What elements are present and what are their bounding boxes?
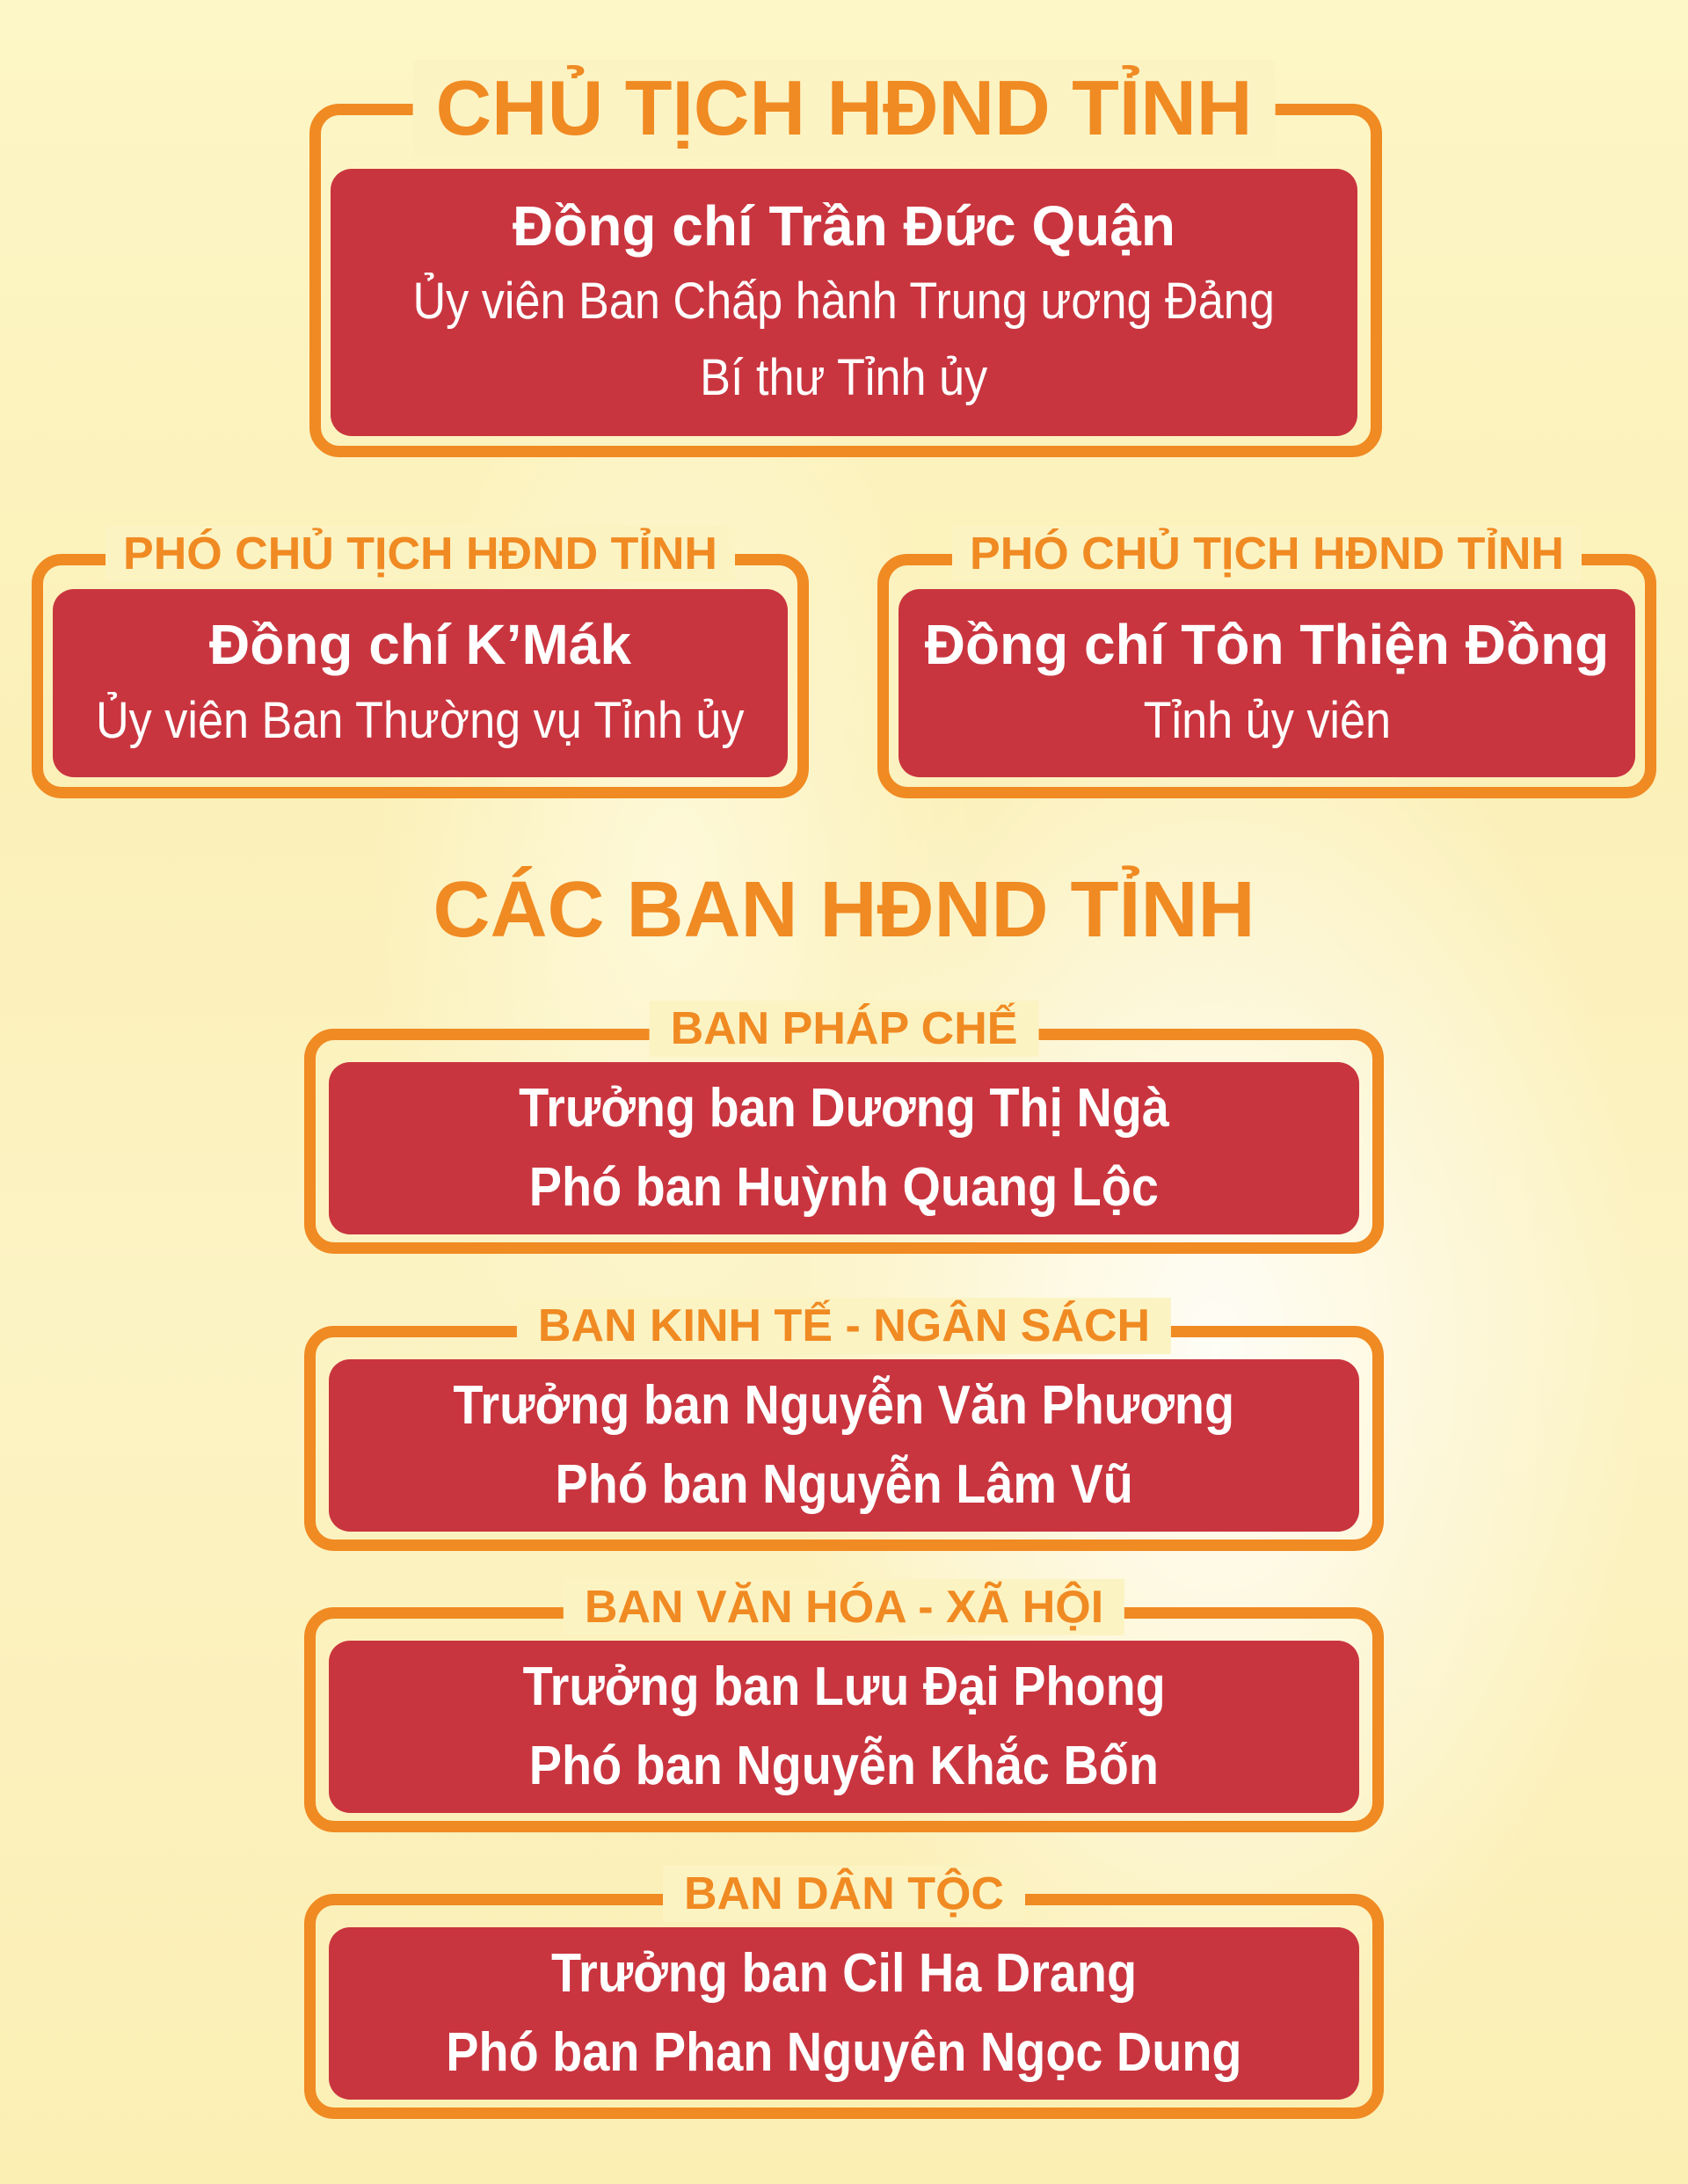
committee-ethnic-box	[329, 1927, 1359, 2100]
committee-legal-deputy: Phó ban Huỳnh Quang Lộc	[528, 1157, 1160, 1218]
committee-legal-head: Trưởng ban Dương Thị Ngà	[519, 1078, 1169, 1139]
committee-economy-head: Trưởng ban Nguyễn Văn Phương	[453, 1375, 1235, 1437]
committee-ethnic-title: BAN DÂN TỘC	[663, 1866, 1025, 1922]
committee-culture-deputy: Phó ban Nguyễn Khắc Bốn	[528, 1736, 1160, 1796]
vice-chairman-left-role: Ủy viên Ban Thường vụ Tỉnh ủy	[96, 691, 745, 749]
vice-chairman-right-role: Tỉnh ủy viên	[1143, 691, 1391, 749]
vice-chairman-left-box	[53, 589, 788, 777]
chairman-role-1: Ủy viên Ban Chấp hành Trung ương Đảng	[412, 273, 1276, 331]
chairman-name: Đồng chí Trần Đức Quận	[513, 193, 1175, 258]
chairman-box	[331, 169, 1357, 436]
committee-economy-deputy: Phó ban Nguyễn Lâm Vũ	[555, 1454, 1133, 1515]
committee-economy-box	[329, 1359, 1359, 1532]
chairman-role-2: Bí thư Tỉnh ủy	[700, 349, 988, 407]
committee-ethnic-deputy: Phó ban Phan Nguyên Ngọc Dung	[446, 2022, 1242, 2083]
vice-chairman-right-box	[899, 589, 1635, 777]
committee-economy-title: BAN KINH TẾ - NGÂN SÁCH	[517, 1298, 1171, 1354]
committee-legal-box	[329, 1062, 1359, 1234]
vice-chairman-right-title: PHÓ CHỦ TỊCH HĐND TỈNH	[952, 526, 1582, 582]
committee-culture-head: Trưởng ban Lưu Đại Phong	[522, 1656, 1166, 1718]
vice-chairman-left-title: PHÓ CHỦ TỊCH HĐND TỈNH	[106, 526, 735, 582]
committee-culture-title: BAN VĂN HÓA - XÃ HỘI	[564, 1579, 1124, 1635]
vice-chairman-left-name: Đồng chí K’Mák	[208, 613, 632, 677]
committee-culture-box	[329, 1641, 1359, 1813]
vice-chairman-right-name: Đồng chí Tôn Thiện Đồng	[924, 613, 1610, 677]
committee-ethnic-head: Trưởng ban Cil Ha Drang	[550, 1943, 1138, 2005]
committees-heading: CÁC BAN HĐND TỈNH	[433, 866, 1255, 954]
chairman-title: CHỦ TỊCH HĐND TỈNH	[413, 60, 1276, 157]
committee-legal-title: BAN PHÁP CHẾ	[650, 1001, 1039, 1057]
